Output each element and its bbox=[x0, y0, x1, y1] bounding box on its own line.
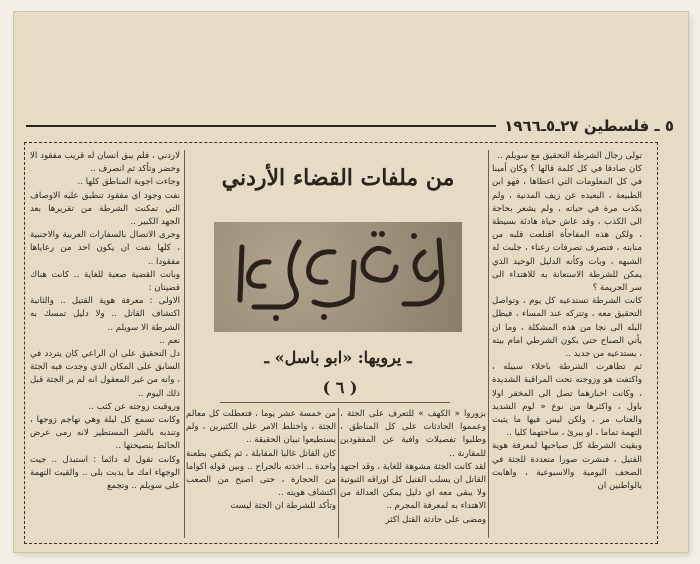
paragraph: كان القاتل غالبا المقابلة ، ثم يكتفي بطعنة واحدة .. اخذته بالجراح .. وبين قوله اكواما من الحجارة ، حتى اصبح من الصعب اكتشاف هويته .. bbox=[186, 448, 336, 499]
paragraph: وباتت القضية صعبة للغاية .. كانت هناك قضيتان : bbox=[30, 269, 180, 294]
article-kicker: من ملفات القضاء الأردني bbox=[221, 165, 455, 191]
paragraph: من خمسة عشر يوما ، فتعطلت كل معالم الجثة ، واختلط الامر على الكثيرين ، ولم يستطيعوا تبيان الحقيقة .. bbox=[186, 409, 336, 446]
paragraph: تولى رجال الشرطة التحقيق مع سويلم .. bbox=[497, 151, 642, 161]
paragraph: وروقبت زوجته عن كثب .. bbox=[88, 401, 180, 412]
part-number: ( ٦ ) bbox=[322, 378, 358, 397]
paragraph: لاردني ، فلم يبق انسان له قريب مفقود الا وحضر وتأكد ثم انصرف .. bbox=[30, 151, 180, 175]
paragraph: وجرى الاتصال بالسفارات العربية والاجنبية ، كلها نفت ان يكون احد من رعاياها مفقودا .. bbox=[30, 230, 180, 267]
paragraph: وجاءت اجوبة المناطق كلها .. bbox=[77, 177, 180, 188]
paragraph: كان صادقا في كل كلمة قالها ؟ وكان أمينا في كل المعلومات التي اعطاها ، فهو ابن الطبيعة ، البعيده عن زيف المدنية ، ولم يكذب مرة في حياته ، ولم يشعر بحاجة الى الكذب ، وقد عاش حياة هادئة بسيطة ، ولكن هذه المفاجأة اقتلعت قلبه من منابته ، فتصرف تصرفات رعناء ، جلبت له الشبهه ، وبات وكأنه الدليل الوحيد الذي يمكن للشرطة الاستعانة به للاهتداء الى سر الجريمة ؟ bbox=[492, 164, 642, 294]
section-separator bbox=[220, 402, 450, 403]
column-left bbox=[30, 150, 180, 538]
paragraph: لقد كانت الجثة مشوهة للغاية ، وقد اجتهد القاتل ان يسلب القتيل كل اوراقه الثبوتية ولا يبقى معه اي دليل يمكن العدالة من الاهتداء به لمعرفة المجرم .. bbox=[340, 461, 486, 512]
column-right bbox=[492, 150, 642, 538]
page-header bbox=[18, 118, 682, 134]
paragraph: وكانت تقول له دائما : استبدل .. جيت الوجهاء امك ما يدبت بلى .. والقيت التهمة على سويلم .. وتجمع bbox=[30, 454, 180, 492]
paragraph: وكانت تسمع كل ليلة وهي تهاجم زوجها ، وتندبه بالشر المستطير لانه رمى عرض الحائط بنصيحتها .. bbox=[30, 415, 180, 452]
header-rule bbox=[26, 125, 496, 127]
article-byline: ـ يرويها: «ابو باسل» ـ bbox=[264, 348, 412, 367]
column-middle-left bbox=[186, 408, 336, 538]
paragraph: نعم .. bbox=[159, 335, 180, 346]
paragraph: دل التحقيق على ان الراعي كان يتردد في السابق على المكان الذي وجدت فيه الجثة ، وانه من غير المعقول انه لم ير الجثة قبل ذلك اليوم .. bbox=[30, 349, 180, 399]
column-divider bbox=[488, 150, 489, 538]
paragraph: بزوروا « الكهف » للتعرف على الجثة ، وعمموا الحادثات على كل المناطق ، وطلبوا تفصيلات وافية عن المفقودين للمقارنة .. bbox=[340, 409, 486, 459]
calligraphy-headline-image bbox=[214, 222, 462, 332]
paragraph: وتأكد للشرطة ان الجثة ليست bbox=[230, 501, 336, 512]
headline-artwork bbox=[214, 222, 462, 332]
column-middle-right bbox=[340, 408, 486, 538]
column-divider bbox=[338, 408, 339, 538]
paragraph: وبقيت الشرطة كل صباحبها لمعرفة هوية القتيل ، فنشرت صورا متعددة للجثة في الصحف اليومية والاسبوعية ، واهابت بالواطنين ان bbox=[492, 441, 642, 492]
paragraph: كانت الشرطة تستدعيه كل يوم ، وتواصل التحقيق معه ، وتتركه عند المساء ، فيظل البله الى نجا من هذه المشكلة ، وما ان يأتي الصباح حتى يكون الشرطي امام بيته ، يستدعيه من جديد .. bbox=[492, 296, 642, 360]
paragraph: ثم تظاهرت الشرطة باخلاء سبيله ، واكتفت هو وزوجته تحت المراقبة الشديدة ، وكانت اخبارهما تصل الى المخفر اولا باول ، واكثرها من نوع « لوم الشديد والعتاب مر ، ولكن ليس فيها ما يثبت التهمة تماما ، او يبرئ ، ساحتهما كليا .. bbox=[492, 362, 642, 439]
paragraph: نفت وجود اي مفقود تنطبق عليه الاوصاف التي تمكنت الشرطة من تقريرها بعد الجهد الكبير .. bbox=[30, 190, 180, 228]
header-date-line: ٥ ـ فلسطين ٢٧ـ٥ـ١٩٦٦ bbox=[504, 117, 674, 135]
column-divider bbox=[184, 150, 185, 538]
paragraph: الاولى : معرفة هوية القتيل .. والثانية اكتشاف القاتل .. ولا دليل تمسك به الشرطة الا سويلم .. bbox=[30, 296, 180, 333]
paragraph: ومضى على حادثة القتل اكثر bbox=[385, 514, 486, 525]
